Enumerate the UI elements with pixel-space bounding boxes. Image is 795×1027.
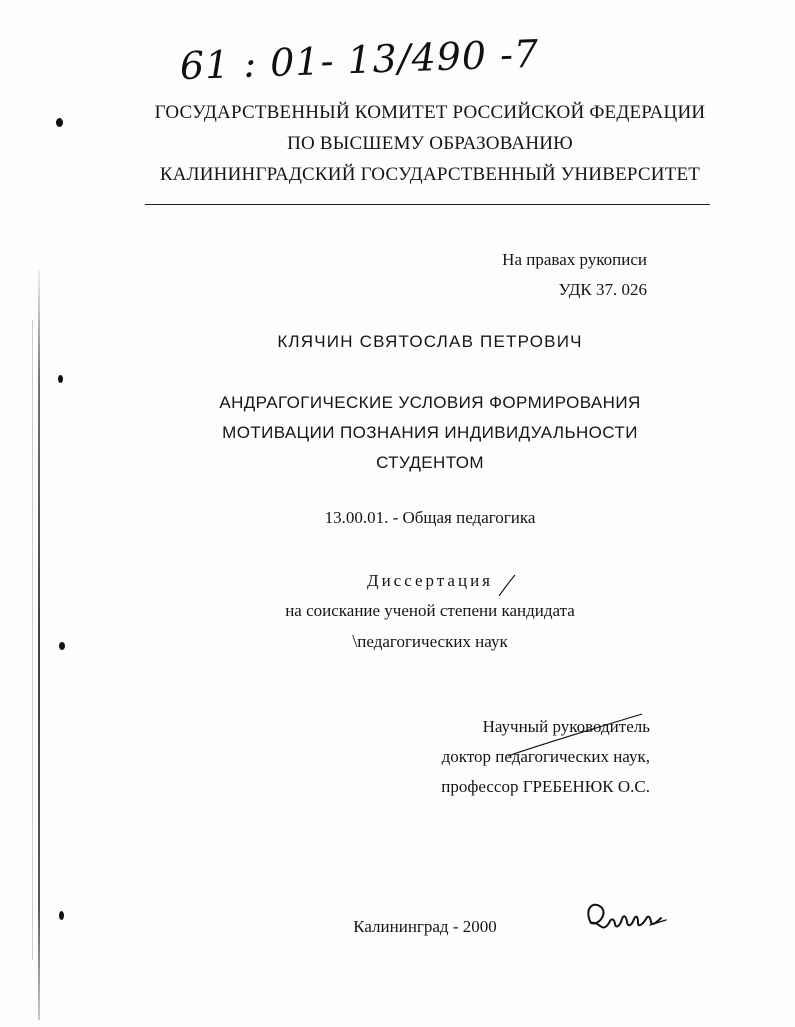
scan-edge-line	[38, 270, 40, 1020]
dissertation-block	[200, 566, 660, 657]
title-line-3: СТУДЕНТОМ	[376, 453, 484, 472]
title-line-1: АНДРАГОГИЧЕСКИЕ УСЛОВИЯ ФОРМИРОВАНИЯ	[219, 393, 641, 412]
degree-field: педагогических наук	[357, 632, 508, 651]
supervisor-label: Научный руководитель	[482, 717, 650, 736]
organization-line-3: КАЛИНИНГРАДСКИЙ ГОСУДАРСТВЕННЫЙ УНИВЕРСИТЕТ	[159, 164, 701, 185]
punch-hole-mark	[59, 642, 65, 650]
bracket-mark: \	[352, 631, 358, 651]
handwritten-registry-code: 61 : 01- 13/490 -7	[179, 31, 540, 89]
udk-code: УДК 37. 026	[558, 280, 647, 299]
punch-hole-mark	[59, 911, 64, 920]
dissertation-title	[160, 388, 700, 478]
organization-heading	[140, 97, 720, 190]
punch-hole-mark	[56, 118, 63, 127]
supervisor-degree: доктор педагогических наук,	[441, 747, 650, 766]
supervisor-block	[400, 712, 650, 802]
punch-hole-mark	[58, 375, 63, 383]
specialty-code: 13.00.01. - Общая педагогика	[324, 508, 536, 527]
author-name: КЛЯЧИН СВЯТОСЛАВ ПЕТРОВИЧ	[277, 332, 583, 351]
manuscript-rights: На правах рукописи	[502, 250, 647, 269]
city-year: Калининград - 2000	[353, 917, 497, 936]
handwritten-signature	[580, 895, 670, 940]
title-line-2: МОТИВАЦИИ ПОЗНАНИЯ ИНДИВИДУАЛЬНОСТИ	[222, 423, 638, 442]
manuscript-block	[460, 245, 647, 305]
degree-line-2	[200, 626, 660, 657]
organization-line-2: ПО ВЫСШЕМУ ОБРАЗОВАНИЮ	[287, 133, 573, 154]
supervisor-name: профессор ГРЕБЕНЮК О.С.	[441, 777, 650, 796]
organization-line-1: ГОСУДАРСТВЕННЫЙ КОМИТЕТ РОССИЙСКОЙ ФЕДЕРАЦИИ	[154, 102, 706, 123]
heading-divider	[145, 204, 710, 205]
scan-edge-shadow	[32, 320, 33, 960]
degree-line-1: на соискание ученой степени кандидата	[285, 601, 575, 620]
dissertation-heading: Диссертация	[366, 571, 493, 590]
